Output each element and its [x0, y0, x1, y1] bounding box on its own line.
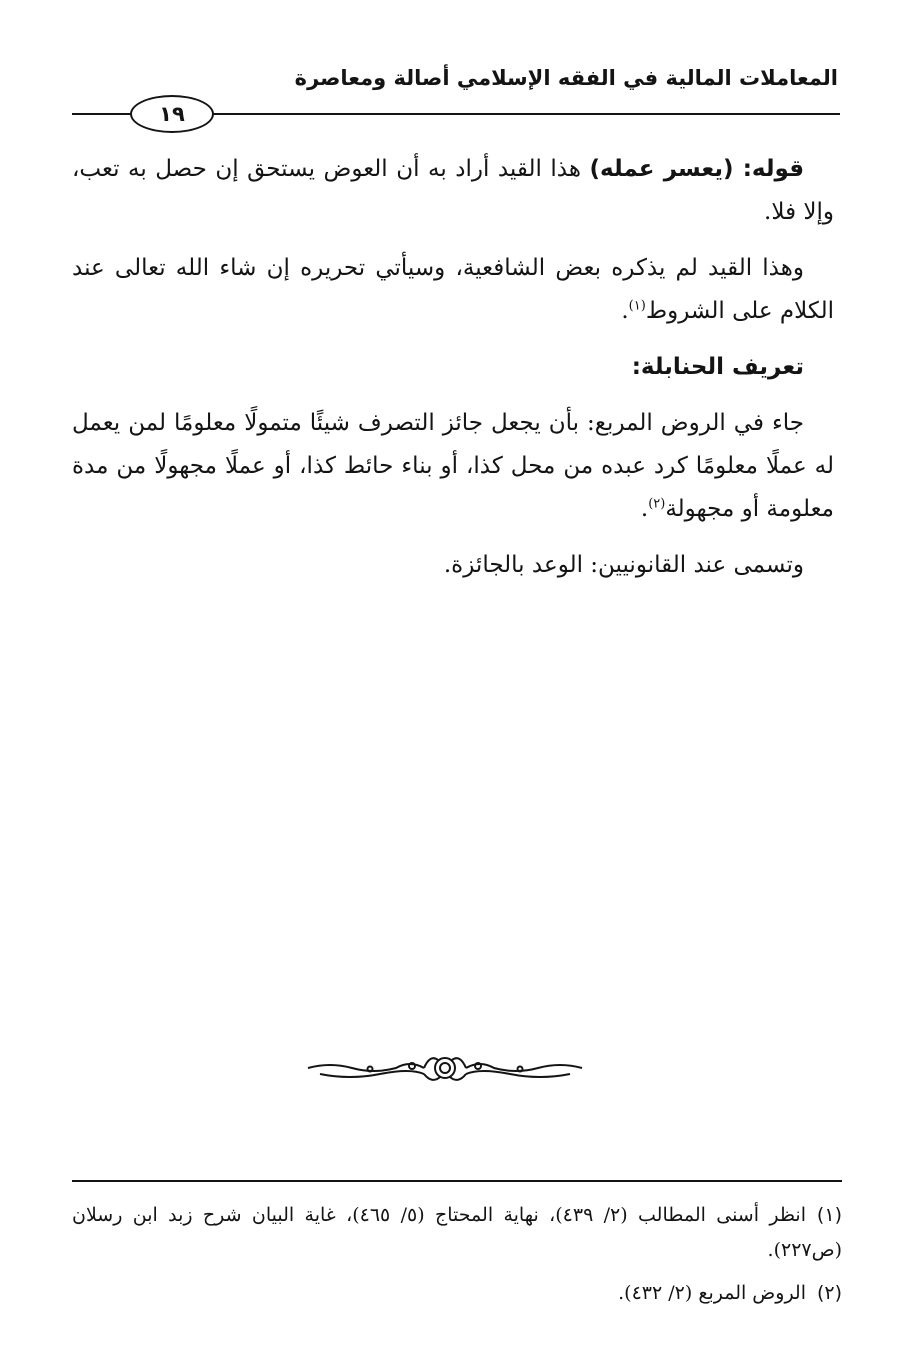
paragraph-2-text: وهذا القيد لم يذكره بعض الشافعية، وسيأتي تحريره إن شاء الله تعالى عند الكلام على الشروط	[72, 255, 834, 324]
quoted-term: قوله: (يعسر عمله)	[589, 156, 805, 182]
paragraph-4: وتسمى عند القانونيين: الوعد بالجائزة.	[443, 552, 804, 578]
ornament-divider-icon	[300, 1048, 590, 1088]
footnote-ref-2[interactable]: (٢)	[648, 496, 666, 512]
footnotes	[72, 1198, 842, 1319]
paragraph-2: وهذا القيد لم يذكره بعض الشافعية، وسيأتي تحريره إن شاء الله تعالى عند الكلام على الشروط$^{(١)}$.	[72, 255, 834, 324]
footnote-2-mark: (٢)	[816, 1282, 842, 1304]
footnote-2	[72, 1276, 842, 1311]
footnote-ref-1[interactable]: (١)	[628, 298, 646, 314]
footnote-1	[72, 1198, 842, 1268]
main-text	[72, 148, 834, 600]
footnote-1-text: انظر أسنى المطالب (٢/ ٤٣٩)، نهاية المحتاج (٥/ ٤٦٥)، غاية البيان شرح زبد ابن رسلان (ص٢٢٧).	[72, 1204, 842, 1261]
section-heading: تعريف الحنابلة:	[631, 354, 804, 380]
footnote-rule	[72, 1180, 842, 1182]
paragraph-1-text: هذا القيد أراد به أن العوض يستحق إن حصل به تعب، وإلا فلا.	[72, 156, 834, 225]
footnote-1-mark: (١)	[816, 1204, 842, 1226]
paragraph-1	[72, 148, 834, 234]
running-header-title: المعاملات المالية في الفقه الإسلامي أصالة ومعاصرة	[294, 66, 838, 90]
paragraph-3: جاء في الروض المربع: بأن يجعل جائز التصرف شيئًا متمولًا معلومًا لمن يعمل له عملًا معلومًا كرد عبده من محل كذا، أو بناء حائط كذا، أو عملًا مجهولًا من مدة معلومة أو مجهولة$^{(٢)}$.	[72, 410, 834, 522]
footnote-2-text: الروض المربع (٢/ ٤٣٢).	[618, 1282, 806, 1304]
page-number-badge: ١٩	[130, 95, 214, 133]
paragraph-3-text: جاء في الروض المربع: بأن يجعل جائز التصرف شيئًا متمولًا معلومًا لمن يعمل له عملًا معلومًا كرد عبده من محل كذا، أو بناء حائط كذا، أو عملًا مجهولًا من مدة معلومة أو مجهولة	[72, 410, 834, 522]
